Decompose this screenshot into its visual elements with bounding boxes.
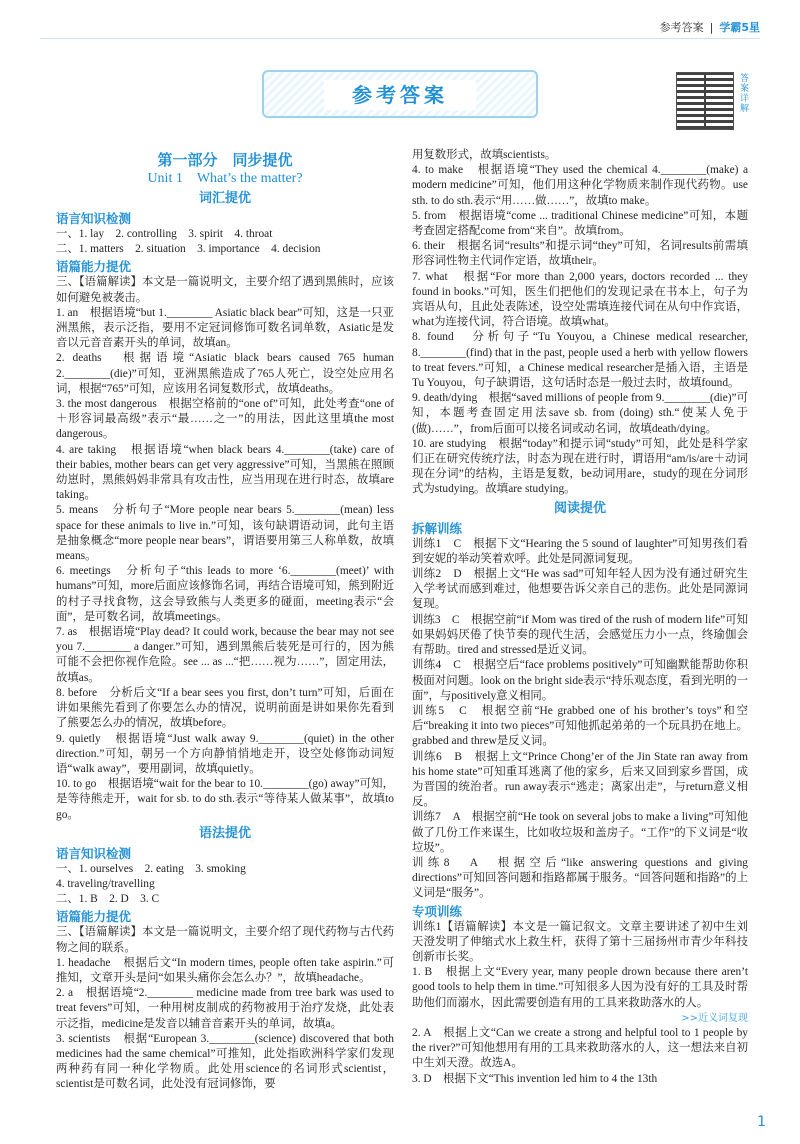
subsection-title: 语言知识检测 [56, 845, 132, 861]
answer-paragraph: 1. headache 根据后文“In modern times, people often take aspirin.”可推知，文章开头是问“如果头痛你会怎么办？”，故填headache。 [56, 956, 394, 984]
answer-paragraph: 2. deaths 根据语境“Asiatic black bears caused 765 human 2.________(die)”可知，亚洲黑熊造成了765人死亡，设空处应用名词，根据“765”可知，应该用名词复数形式，故填deaths。 [56, 352, 394, 395]
subsection-title: 语篇能力提优 [56, 909, 132, 925]
answer-paragraph: 训练6 B 根据上文“Prince Chong’er of the Jin State ran away from his home state”可知重耳逃离了他的家乡，后来又回到家乡晋国，成为晋国的统治者。run away表示“逃走；离家出走”，与return意义相反。 [412, 750, 748, 809]
brand-name: 学霸5星 [719, 21, 760, 34]
answer-line: 一、1. lay 2. controlling 3. spirit 4. throat [56, 228, 273, 240]
part-title: 第一部分 同步提优 [157, 151, 293, 169]
section-title-reading: 阅读提优 [553, 500, 606, 516]
answer-line: 二、1. matters 2. situation 3. importance 4. decision [56, 243, 321, 256]
answer-paragraph: 训练1【语篇解读】本文是一篇记叙文。文章主要讲述了初中生刘天澄发明了伸缩式水上救生杆，获得了第十三届扬州市青少年科技创新市长奖。 [412, 920, 748, 963]
answer-paragraph: 用复数形式，故填scientists。 [412, 149, 557, 161]
qr-label: 答案详解 [740, 74, 750, 114]
answer-line: 4. traveling/travelling [56, 877, 155, 890]
section-title-vocab: 词汇提优 [198, 191, 251, 206]
subsection-title: 拆解训练 [412, 520, 463, 536]
subsection-title: 语言知识检测 [56, 211, 132, 226]
qr-code-icon[interactable] [676, 72, 734, 130]
answer-paragraph: 训练3 C 根据空前“if Mom was tired of the rush of modern life”可知如果妈妈厌倦了快节奏的现代生活，会感觉压力小一点，终瑜伽会有帮助。tired and stressed是近义词。 [412, 613, 748, 657]
page-header [0, 0, 800, 42]
answer-paragraph: 6. meetings 分析句子“this leads to more ‘6.________(meet)’ with humans”可知，more后面应该修饰名词，再结合语境可知，熊到附近的村子寻找食物，这会导致熊与人类更多的碰面，meeting表示“会面”，是可数名词，故填meetings。 [56, 565, 394, 623]
answer-paragraph: 训练8 A 根据空后“like answering questions and giving directions”可知回答问题和指路都属于服务。“回答问题和指路”的上义词是“服务”。 [412, 856, 748, 900]
section-title-grammar: 语法提优 [198, 825, 251, 841]
page-number: 1 [757, 1113, 766, 1130]
answer-paragraph: 3. scientists 根据“European 3.________(science) discovered that both medicines had the same chemical”可推知，此处指欧洲科学家们发现两种药有同一种化学物质。此处用science的名词形式scientist，scientist是可数名词，此处没有冠词修饰，要 [56, 1032, 394, 1091]
answer-banner [262, 70, 538, 118]
answer-paragraph: 4. to make 根据语境“They used the chemical 4.________(make) a modern medicine”可知，他们用这种化学物质来制作现代药物。use sth. to do sth.表示“用……做……”，故填to make。 [412, 164, 748, 207]
banner-title: 参考答案 [324, 80, 476, 110]
answer-paragraph: 5. from 根据语境“come ... traditional Chinese medicine”可知，本题考查固定搭配come from“来自”。故填from。 [412, 209, 748, 238]
header-label: 参考答案 [659, 21, 704, 34]
header-divider [40, 38, 760, 39]
answer-paragraph: 2. A 根据上文“Can we create a strong and helpful tool to 1 people by the river?”可知他想用有用的工具来救助落水的人，这一想法来自初中生刘天澄。故选A。 [412, 1026, 748, 1070]
answer-paragraph: 5. means 分析句子“More people near bears 5.________(mean) less space for these animals to live in.”可知，该句缺谓语动词，此句主语是抽象概念“more people near bears”，谓语要用第三人称单数，故填means。 [56, 504, 394, 563]
answer-paragraph: 训练5 C 根据空前“He grabbed one of his brother’s toys”和空后“breaking it into two pieces”可知他抓起弟弟的一个玩具扔在地上。grabbed and threw是反义词。 [412, 704, 748, 748]
answer-paragraph: 9. quietly 根据语境“Just walk away 9.________(quiet) in the other direction.”可知，朝另一个方向静悄悄地走开，设空处修饰动词短语“walk away”，要用副词，故填quietly。 [56, 732, 394, 775]
header-right: 参考答案 | 学霸5星 [659, 21, 760, 34]
left-column [56, 150, 394, 1093]
answer-line: 二、1. B 2. D 3. C [56, 893, 160, 906]
answer-line: 一、1. ourselves 2. eating 3. smoking [56, 862, 246, 875]
answer-paragraph: 8. found 分析句子“Tu Youyou, a Chinese medical researcher, 8.________(find) that in the past, people used a herb with yellow flowers to treat fevers.”可知，a Chinese medical researcher是插入语，主语是Tu Youyou，句子缺谓语，这句话时态是一般过去时，故填found。 [412, 331, 748, 390]
answer-paragraph: 3. the most dangerous 根据空格前的“one of”可知，此处考查“one of＋形容词最高级”表示“最……之一”的用法，因此这里填the most dangerous。 [56, 398, 394, 441]
subsection-title: 语篇能力提优 [56, 259, 132, 275]
answer-paragraph: 训练1 C 根据下文“Hearing the 5 sound of laughter”可知男孩们看到安妮的举动笑着欢呼。此处是同源词复现。 [412, 537, 748, 565]
answer-paragraph: 1. an 根据语境“but 1.________ Asiatic black bear”可知，这是一只亚洲黑熊，表示泛指，要用不定冠词修饰可数名词单数，Asiatic是发音以元音音素开头的单词，故填an。 [56, 306, 394, 350]
answer-paragraph: 训练2 D 根据上文“He was sad”可知年轻人因为没有通过研究生入学考试而感到难过，他想要告诉父亲自己的悲伤。此处是同源词复现。 [412, 568, 748, 611]
answer-paragraph: 3. D 根据下文“This invention led him to 4 the 13th [412, 1072, 658, 1085]
answer-paragraph: 8. before 分析后文“If a bear sees you first, don’t turn”可知，后面在讲如果熊先看到了你要怎么办的情况，说明前面是讲如果你先看到了熊要怎么办的情况，故填before。 [56, 686, 394, 730]
answer-paragraph: 10. are studying 根据“today”和提示词“study”可知，此处是科学家们正在研究传统疗法，时态为现在进行时，谓语用“am/is/are＋动词现在分词”的结构，主语是复数，be动词用are，study的现在分词形式为studying。故填are studying。 [412, 437, 748, 496]
answer-paragraph: 训练4 C 根据空后“face problems positively”可知幽默能帮助你积极面对问题。look on the bright side表示“持乐观态度，看到光明的一面”，与positively意义相同。 [412, 659, 748, 702]
answer-paragraph: 三、【语篇解读】本文是一篇说明文，主要介绍了现代药物与古代药物之间的联系。 [56, 926, 394, 954]
answer-paragraph: 7. as 根据语境“Play dead? It could work, because the bear may not see you 7.________ a danger.”可知，遇到黑熊后装死是可行的，因为熊可能不会把你视作危险。see ... as ...“把……视为……”，固定用法，故填as。 [56, 626, 394, 684]
answer-paragraph: 三、【语篇解读】本文是一篇说明文，主要介绍了遇到黑熊时，应该如何避免被袭击。 [56, 276, 394, 304]
answer-paragraph: 2. a 根据语境“2.________ medicine made from tree bark was used to treat fevers”可知，一种用树皮制成的药物被用于治疗发烧，此处表示泛指，medicine是发音以辅音音素开头的单词，故填a。 [56, 987, 394, 1030]
answer-paragraph: 9. death/dying 根据“saved millions of people from 9.________(die)”可知，本题考查固定用法save sb. from (doing) sth.“使某人免于(做)……”，from后面可以接名词或动名词，故填death/dying。 [412, 392, 748, 435]
answer-paragraph: 4. are taking 根据语境“when black bears 4.________(take) care of their babies, mother bears can get very aggressive”可知，当黑熊在照顾幼崽时，黑熊妈妈非常具有攻击性，应当用现在进行时态，故填are taking。 [56, 443, 394, 502]
answer-paragraph: 10. to go 根据语境“wait for the bear to 10.________(go) away”可知，是等待熊走开，wait for sb. to do sth.表示“等待某人做某事”，故填to go。 [56, 778, 394, 821]
answer-paragraph: 1. B 根据上文“Every year, many people drown because there aren’t good tools to help them in time.”可知很多人因为没有好的工具及时帮助他们而溺水，因此需要创造有用的工具来救助落水的人。 [412, 966, 748, 1009]
answer-paragraph: 训练7 A 根据空前“He took on several jobs to make a living”可知他做了几份工作来谋生，比如收垃圾和盖房子。“工作”的下义词是“收垃圾”。 [412, 811, 748, 854]
subsection-title: 专项训练 [412, 903, 463, 919]
unit-title: Unit 1 What’s the matter? [147, 171, 303, 186]
answer-paragraph: 7. what 根据“For more than 2,000 years, doctors recorded ... they found in books.”可知，医生们把他们的发现记录在书本上，句子为宾语从句，且此处表陈述，设空处需填连接代词在从句中作宾语，what为连接代词，符合语境。故填what。 [412, 270, 748, 329]
answer-paragraph: 6. their 根据名词“results”和提示词“they”可知，名词results前需填形容词性物主代词作定语，故填their。 [412, 240, 748, 268]
side-note: >>近义词复现 [681, 1012, 748, 1024]
right-column [412, 148, 748, 1087]
